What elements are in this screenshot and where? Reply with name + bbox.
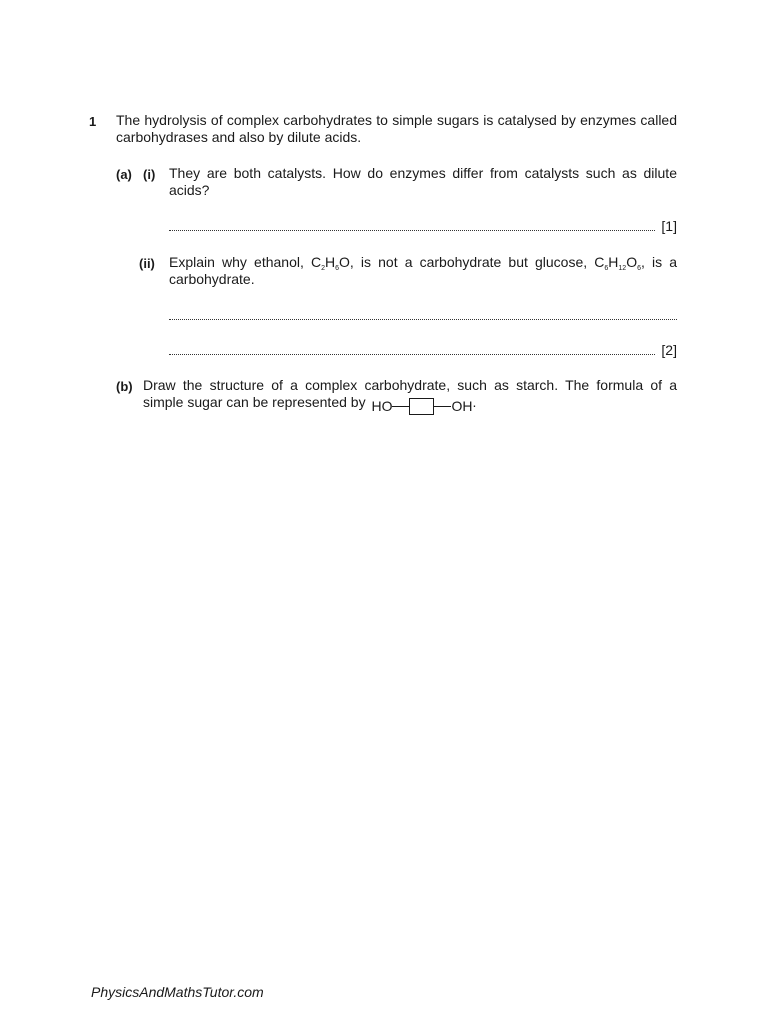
ethanol-h-subscript: 6	[335, 265, 340, 272]
ethanol-h-symbol: H	[324, 254, 336, 270]
answer-line-a-ii-2[interactable]	[169, 342, 677, 359]
a-ii-text-end: , is a carbohydrate.	[169, 254, 677, 287]
glucose-h-symbol: H	[608, 254, 619, 270]
mark-allocation-a-i: [1]	[661, 218, 677, 234]
formula-oh: OH	[451, 398, 473, 414]
part-a-ii-label: (ii)	[139, 256, 155, 271]
a-ii-text-start: Explain why ethanol, C	[169, 254, 322, 270]
simple-sugar-formula	[371, 398, 472, 415]
sugar-box	[409, 398, 434, 415]
part-a-i-question: They are both catalysts. How do enzymes differ from catalysts such as dilute acids?	[169, 165, 677, 198]
part-b-label: (b)	[116, 379, 133, 394]
question-intro: The hydrolysis of complex carbohydrates to simple sugars is catalysed by enzymes called carbohydrases and also by dilute acids.	[116, 112, 677, 145]
part-a-i-label: (i)	[143, 167, 156, 182]
glucose-c-subscript: 6	[604, 265, 609, 272]
answer-line-a-i[interactable]	[169, 218, 677, 235]
ethanol-c-subscript: 2	[321, 265, 325, 272]
formula-period: .	[472, 394, 477, 410]
bond-line-right	[434, 406, 451, 407]
question-number: 1	[89, 114, 97, 129]
bond-line-left	[392, 406, 409, 407]
part-b-question	[143, 377, 677, 415]
glucose-o-subscript: 6	[637, 265, 641, 272]
footer-website: PhysicsAndMathsTutor.com	[91, 984, 264, 1000]
part-a-label: (a)	[116, 167, 132, 182]
glucose-h-subscript: 12	[618, 265, 627, 272]
glucose-o-symbol: O	[626, 254, 638, 270]
answer-dotted-line	[169, 319, 677, 320]
part-b-text: Draw the structure of a complex carbohydrate, such as starch. The formula of a simple sugar can be represented by	[143, 377, 677, 410]
a-ii-text-middle: O, is not a carbohydrate but glucose, C	[339, 254, 605, 270]
answer-dotted-line	[169, 354, 655, 355]
formula-ho: HO	[371, 398, 393, 414]
part-a-ii-question	[169, 254, 677, 288]
mark-allocation-a-ii: [2]	[661, 342, 677, 358]
answer-dotted-line	[169, 230, 655, 231]
answer-line-a-ii-1[interactable]	[169, 307, 677, 324]
